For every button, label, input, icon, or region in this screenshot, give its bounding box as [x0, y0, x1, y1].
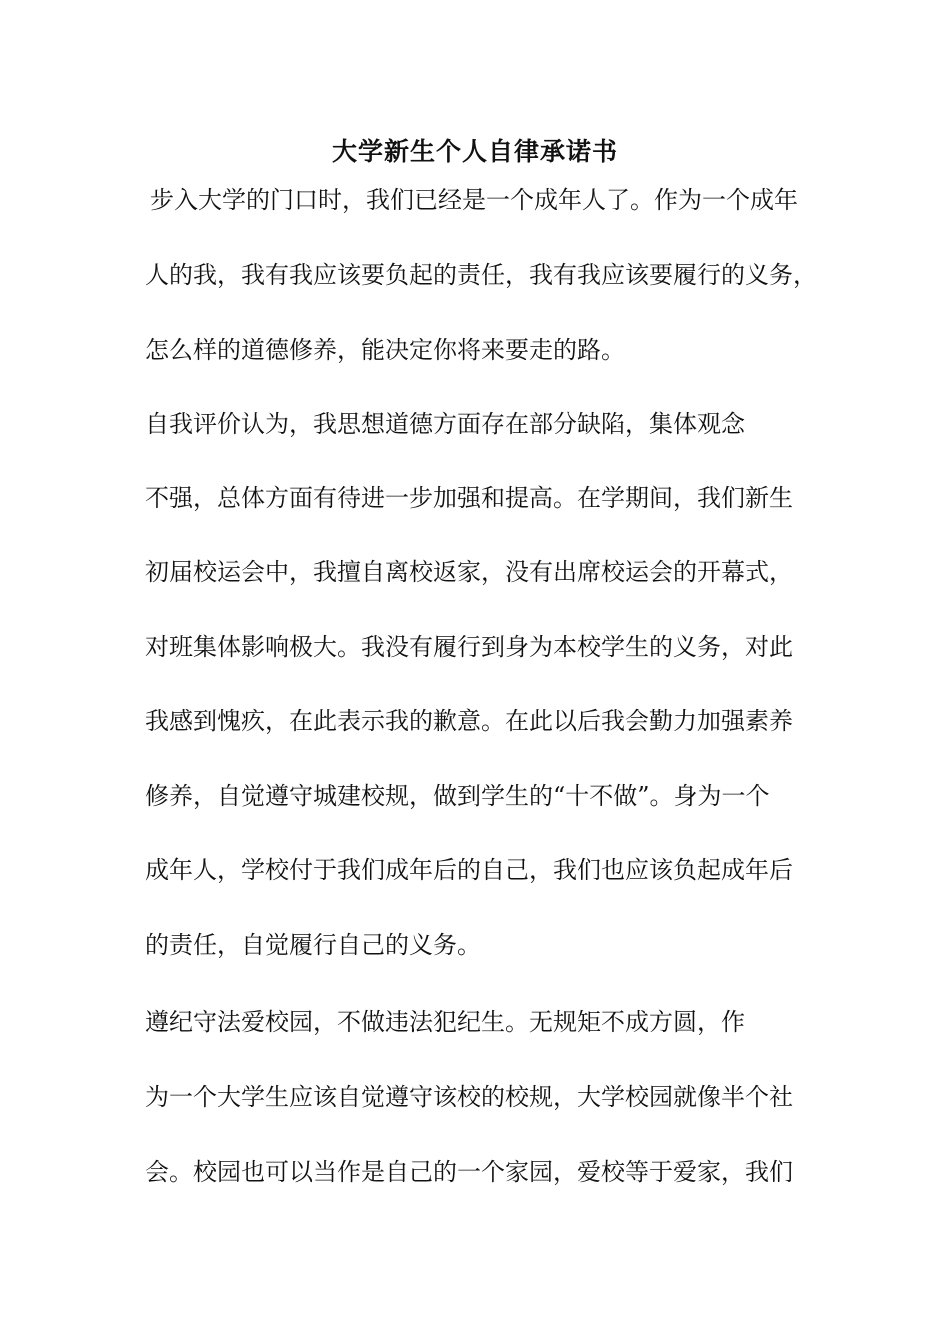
body-line-14: 会。校园也可以当作是自己的一个家园，爱校等于爱家，我们 [145, 1158, 793, 1186]
body-line-8: 我感到愧疚，在此表示我的歉意。在此以后我会勤力加强素养 [145, 707, 793, 735]
body-line-9: 修养，自觉遵守城建校规，做到学生的“十不做”。身为一个 [145, 782, 770, 810]
body-line-13: 为一个大学生应该自觉遵守该校的校规，大学校园就像半个社 [145, 1083, 793, 1111]
body-line-5: 不强，总体方面有待进一步加强和提高。在学期间，我们新生 [145, 484, 793, 512]
body-line-11: 的责任，自觉履行自己的义务。 [145, 931, 481, 959]
body-line-3: 怎么样的道德修养，能决定你将来要走的路。 [145, 336, 625, 364]
body-line-2: 人的我，我有我应该要负起的责任，我有我应该要履行的义务， [145, 261, 817, 289]
body-line-1: 步入大学的门口时，我们已经是一个成年人了。作为一个成年 [150, 186, 798, 214]
body-line-4: 自我评价认为，我思想道德方面存在部分缺陷，集体观念 [145, 410, 745, 438]
body-line-6: 初届校运会中，我擅自离校返家，没有出席校运会的开幕式， [145, 558, 793, 586]
body-line-12: 遵纪守法爱校园，不做违法犯纪生。无规矩不成方圆，作 [145, 1008, 745, 1036]
body-line-7: 对班集体影响极大。我没有履行到身为本校学生的义务，对此 [145, 633, 793, 661]
body-line-10: 成年人，学校付于我们成年后的自己，我们也应该负起成年后 [145, 856, 793, 884]
document-title: 大学新生个人自律承诺书 [331, 137, 618, 166]
